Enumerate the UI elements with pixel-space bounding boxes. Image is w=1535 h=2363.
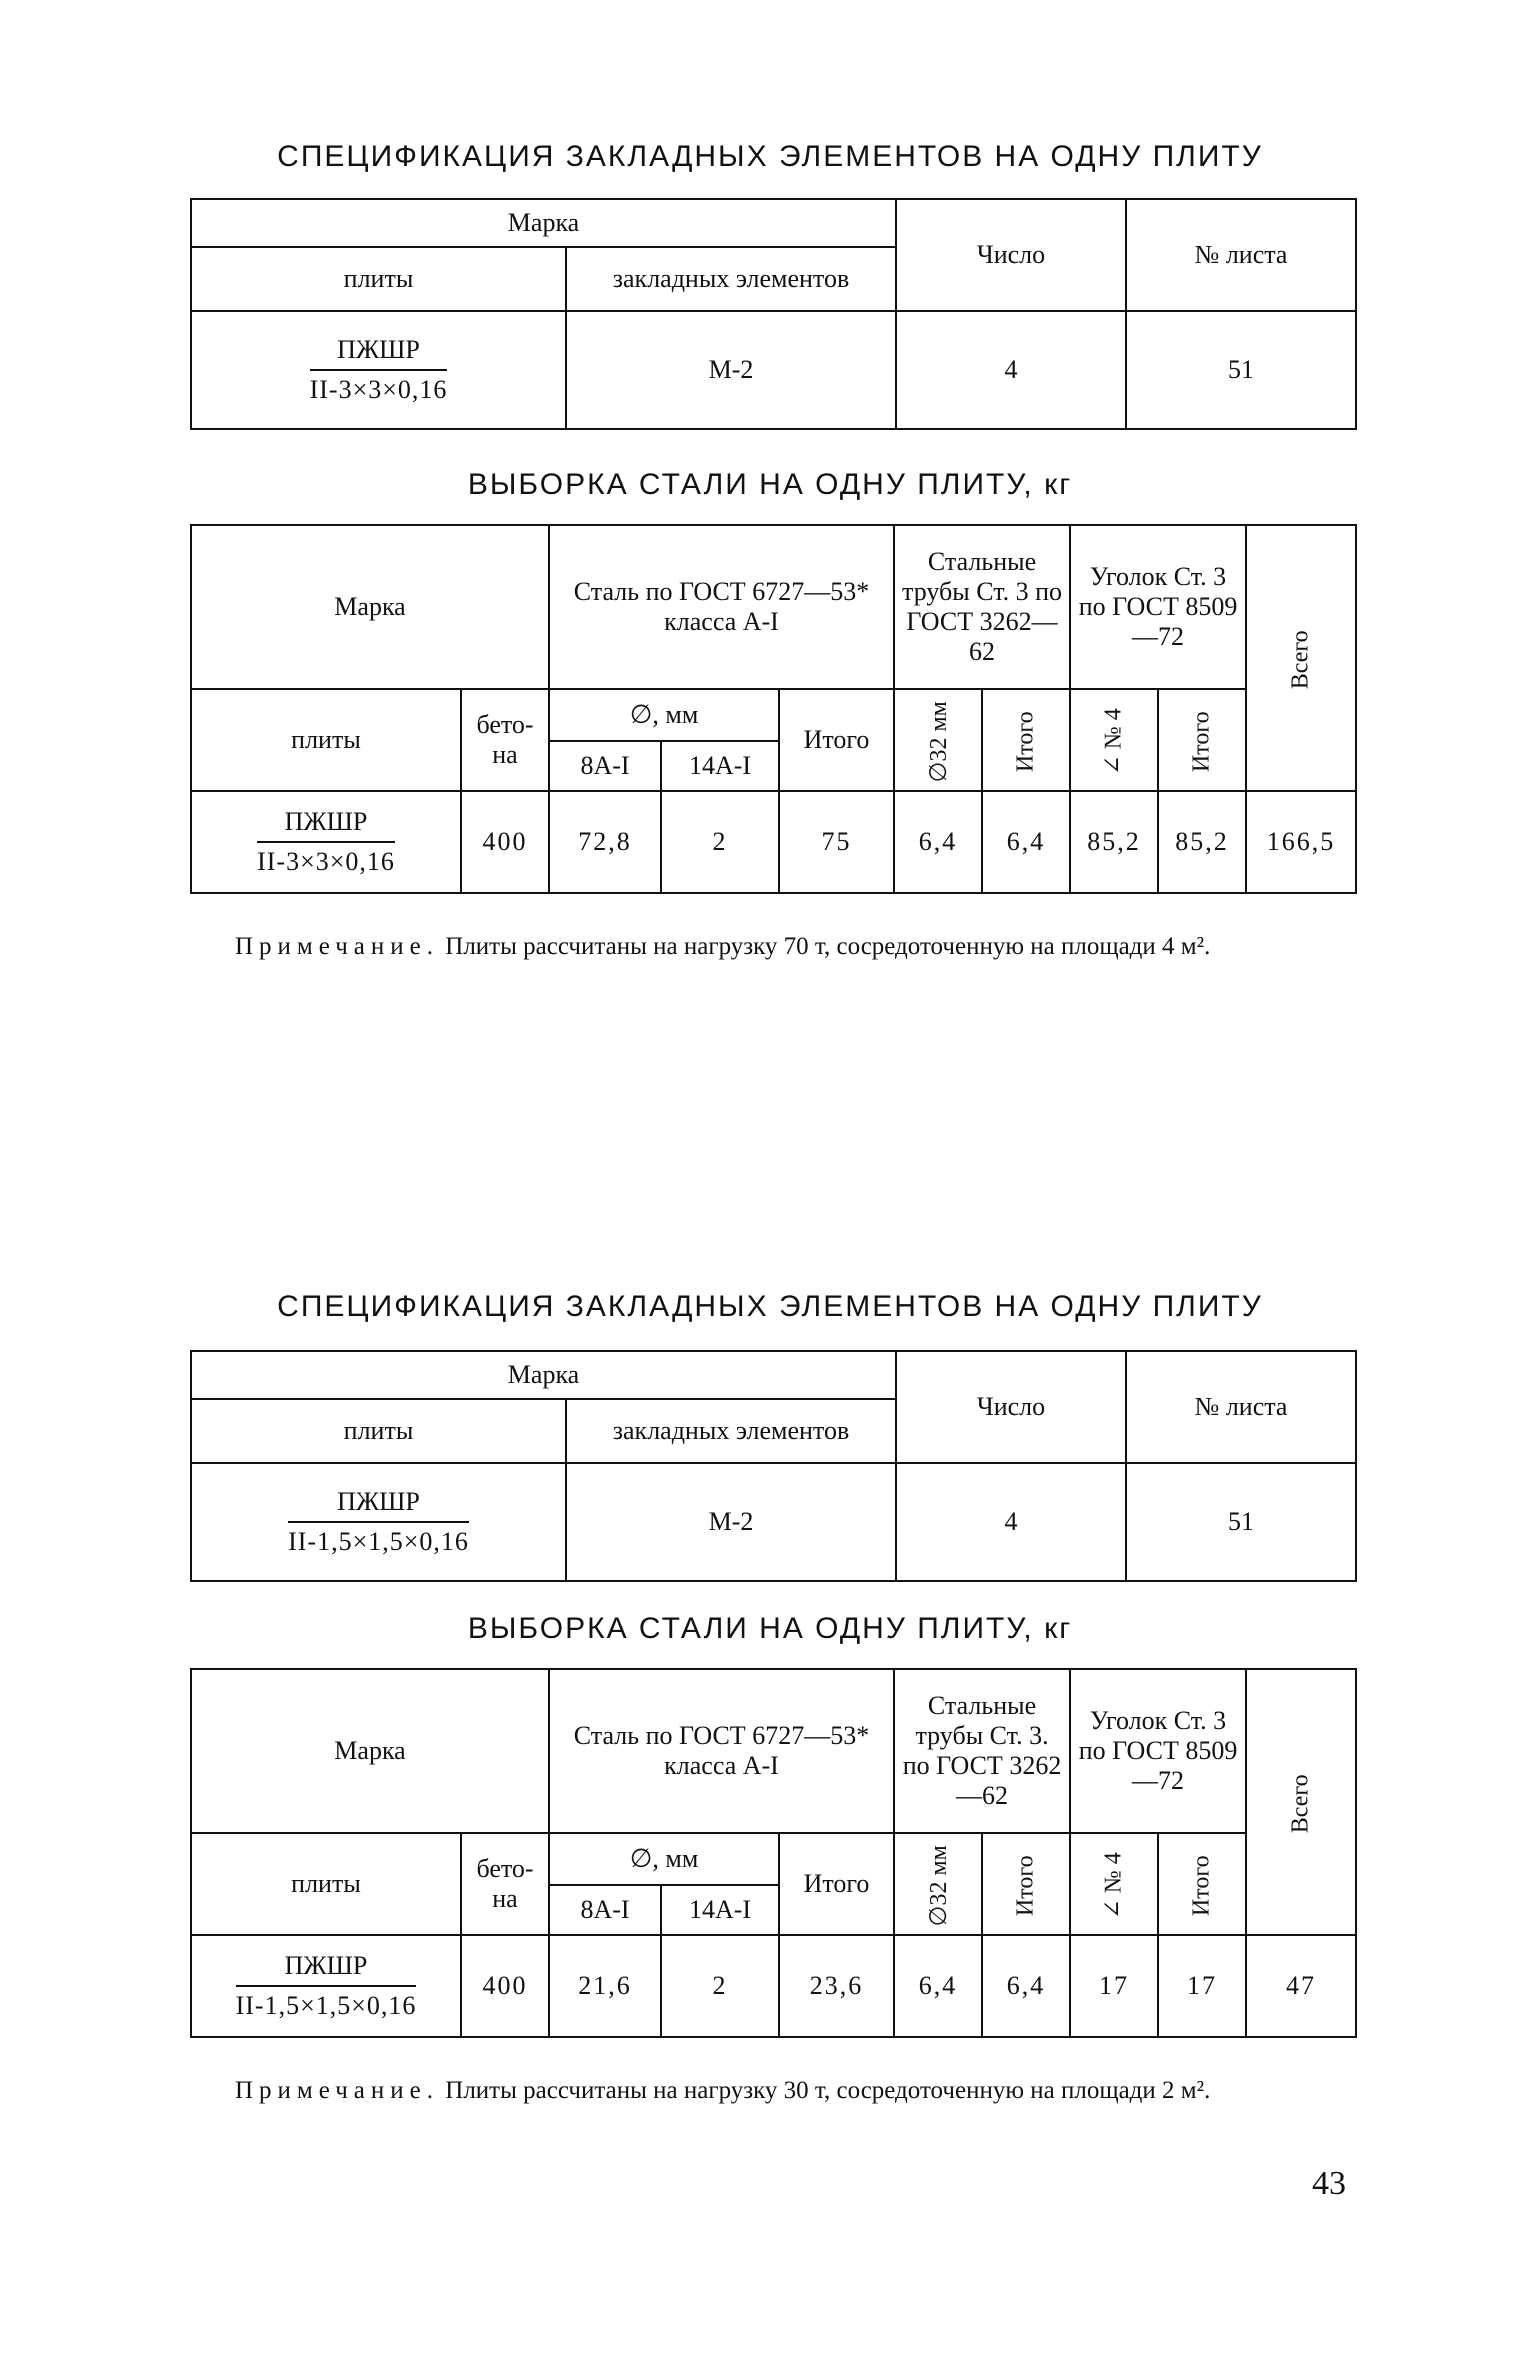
steel-header-d8: 8А-I <box>549 741 661 791</box>
steel-header-grand-total <box>1246 525 1356 791</box>
steel-header-concrete: бето-на <box>461 689 549 791</box>
steel-header-mark: Марка <box>191 1669 549 1833</box>
steel-d8: 21,6 <box>549 1935 661 2037</box>
steel-angle: 17 <box>1070 1935 1158 2037</box>
spec-count: 4 <box>896 311 1126 429</box>
angle-total-label: Итого <box>1188 711 1215 772</box>
steel-header-angle-size <box>1070 689 1158 791</box>
spec-plate-name: ПЖШР <box>310 335 448 371</box>
spec-plate-name: ПЖШР <box>288 1487 469 1523</box>
spec-element: М-2 <box>566 1463 896 1581</box>
pipe-size-label: ∅32 мм <box>925 700 952 783</box>
steel-header-angle-size <box>1070 1833 1158 1935</box>
steel-header-pipes: Стальные трубы Ст. 3 по ГОСТ 3262—62 <box>894 525 1070 689</box>
spec-title-2: СПЕЦИФИКАЦИЯ ЗАКЛАДНЫХ ЭЛЕМЕНТОВ НА ОДНУ ПЛИТУ <box>277 1290 1263 1323</box>
spec-header-embedded: закладных элементов <box>566 1399 896 1463</box>
steel-concrete: 400 <box>461 791 549 893</box>
steel-plate-mark <box>191 791 461 893</box>
note-label: Примечание. <box>235 933 440 960</box>
note-label: Примечание. <box>235 2077 440 2104</box>
steel-header-gost: Сталь по ГОСТ 6727—53* класса А-I <box>549 525 894 689</box>
steel-header-gost: Сталь по ГОСТ 6727—53* класса А-I <box>549 1669 894 1833</box>
steel-plate-name: ПЖШР <box>236 1951 417 1987</box>
steel-header-angle: Уголок Ст. 3 по ГОСТ 8509—72 <box>1070 525 1246 689</box>
steel-header-total: Итого <box>779 1833 894 1935</box>
steel-header-pipe-total <box>982 689 1070 791</box>
note-text: Плиты рассчитаны на нагрузку 70 т, сосредоточенную на площади 4 м². <box>445 933 1211 960</box>
steel-pipe: 6,4 <box>894 1935 982 2037</box>
spec-plate-mark <box>191 311 566 429</box>
steel-pipe-total: 6,4 <box>982 1935 1070 2037</box>
note-text: Плиты рассчитаны на нагрузку 30 т, сосредоточенную на площади 2 м². <box>445 2077 1211 2104</box>
steel-plate-size: II-1,5×1,5×0,16 <box>235 1991 417 2020</box>
spec-header-sheet: № листа <box>1126 1351 1356 1463</box>
angle-size-label: ∠ № 4 <box>1100 707 1127 776</box>
grand-total-label: Всего <box>1287 630 1314 689</box>
steel-header-angle: Уголок Ст. 3 по ГОСТ 8509—72 <box>1070 1669 1246 1833</box>
spec-header-sheet: № листа <box>1126 199 1356 311</box>
spec-header-mark: Марка <box>191 1351 896 1399</box>
spec-header-plate: плиты <box>191 247 566 311</box>
steel-header-total: Итого <box>779 689 894 791</box>
spec-count: 4 <box>896 1463 1126 1581</box>
steel-angle-total: 85,2 <box>1158 791 1246 893</box>
steel-plate-mark <box>191 1935 461 2037</box>
steel-header-angle-total <box>1158 1833 1246 1935</box>
steel-header-diameter: ∅, мм <box>549 1833 779 1885</box>
note-2 <box>235 2076 1360 2106</box>
steel-header-diameter: ∅, мм <box>549 689 779 741</box>
steel-header-mark: Марка <box>191 525 549 689</box>
steel-table-1 <box>190 524 1357 894</box>
spec-table-1 <box>190 198 1357 430</box>
spec-plate-mark <box>191 1463 566 1581</box>
steel-d14: 2 <box>661 1935 779 2037</box>
steel-header-pipe-size <box>894 689 982 791</box>
steel-header-pipe-size <box>894 1833 982 1935</box>
steel-d14: 2 <box>661 791 779 893</box>
spec-header-count: Число <box>896 199 1126 311</box>
steel-header-pipes: Стальные трубы Ст. 3. по ГОСТ 3262—62 <box>894 1669 1070 1833</box>
spec-header-plate: плиты <box>191 1399 566 1463</box>
page-number: 43 <box>1312 2165 1346 2202</box>
steel-total: 23,6 <box>779 1935 894 2037</box>
steel-total: 75 <box>779 791 894 893</box>
steel-pipe-total: 6,4 <box>982 791 1070 893</box>
steel-pipe: 6,4 <box>894 791 982 893</box>
steel-header-grand-total <box>1246 1669 1356 1935</box>
pipe-total-label: Итого <box>1012 711 1039 772</box>
spec-plate-size: II-1,5×1,5×0,16 <box>288 1527 469 1556</box>
steel-grand-total: 166,5 <box>1246 791 1356 893</box>
steel-header-angle-total <box>1158 689 1246 791</box>
pipe-total-label: Итого <box>1012 1855 1039 1916</box>
spec-title-1: СПЕЦИФИКАЦИЯ ЗАКЛАДНЫХ ЭЛЕМЕНТОВ НА ОДНУ ПЛИТУ <box>277 140 1263 173</box>
spec-header-mark: Марка <box>191 199 896 247</box>
steel-table-2 <box>190 1668 1357 2038</box>
angle-size-label: ∠ № 4 <box>1100 1851 1127 1920</box>
steel-angle-total: 17 <box>1158 1935 1246 2037</box>
steel-header-d14: 14А-I <box>661 741 779 791</box>
steel-d8: 72,8 <box>549 791 661 893</box>
steel-header-d8: 8А-I <box>549 1885 661 1935</box>
steel-header-plate: плиты <box>191 1833 461 1935</box>
angle-total-label: Итого <box>1188 1855 1215 1916</box>
steel-header-concrete: бето-на <box>461 1833 549 1935</box>
steel-angle: 85,2 <box>1070 791 1158 893</box>
steel-plate-size: II-3×3×0,16 <box>257 847 395 876</box>
spec-element: М-2 <box>566 311 896 429</box>
spec-table-2 <box>190 1350 1357 1582</box>
steel-title-1: ВЫБОРКА СТАЛИ НА ОДНУ ПЛИТУ, кг <box>467 468 1073 501</box>
steel-header-plate: плиты <box>191 689 461 791</box>
steel-title-2: ВЫБОРКА СТАЛИ НА ОДНУ ПЛИТУ, кг <box>467 1612 1073 1645</box>
spec-header-count: Число <box>896 1351 1126 1463</box>
grand-total-label: Всего <box>1287 1774 1314 1833</box>
note-1 <box>235 932 1360 962</box>
steel-header-pipe-total <box>982 1833 1070 1935</box>
spec-plate-size: II-3×3×0,16 <box>309 375 448 404</box>
steel-plate-name: ПЖШР <box>257 807 395 843</box>
pipe-size-label: ∅32 мм <box>925 1844 952 1927</box>
spec-sheet: 51 <box>1126 1463 1356 1581</box>
spec-sheet: 51 <box>1126 311 1356 429</box>
steel-grand-total: 47 <box>1246 1935 1356 2037</box>
spec-header-embedded: закладных элементов <box>566 247 896 311</box>
steel-header-d14: 14А-I <box>661 1885 779 1935</box>
steel-concrete: 400 <box>461 1935 549 2037</box>
